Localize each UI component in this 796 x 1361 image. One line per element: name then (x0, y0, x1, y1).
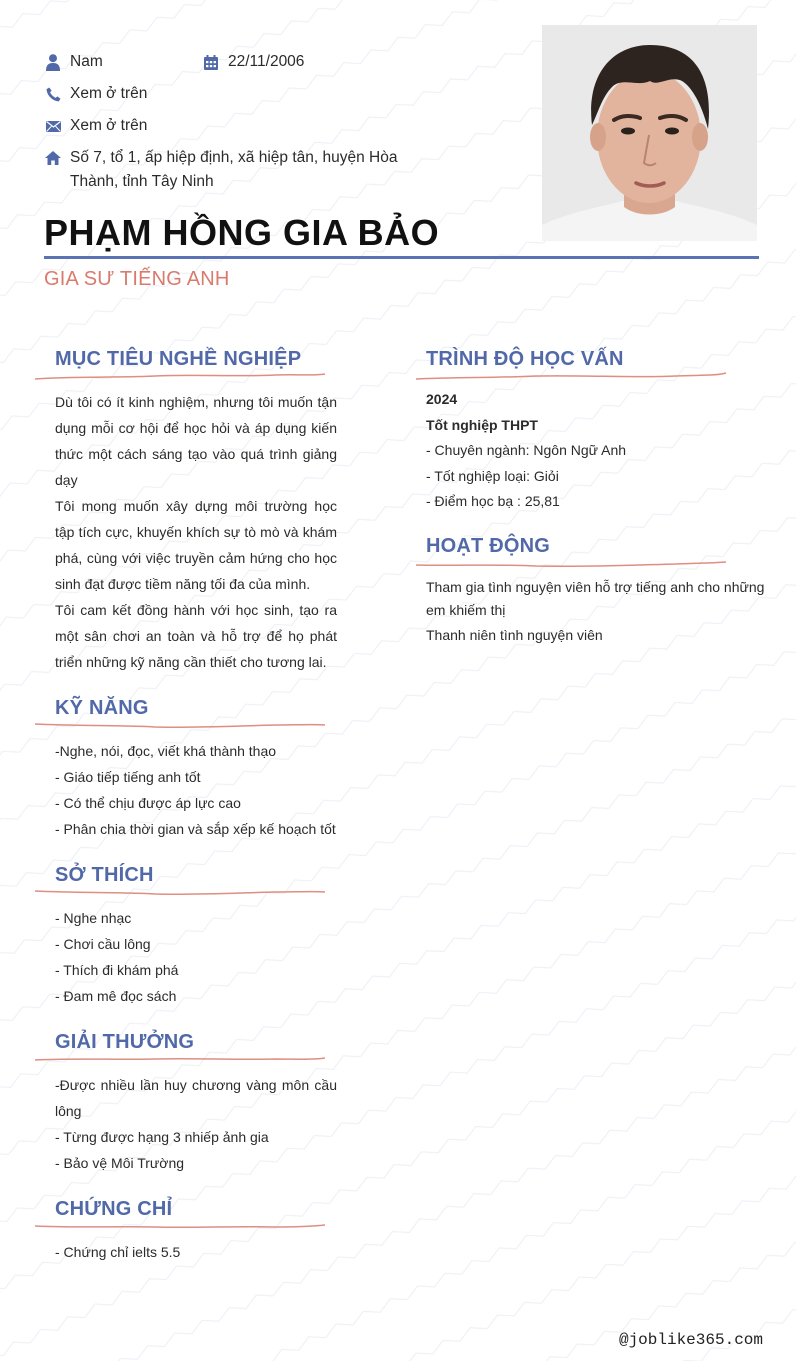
objective-paragraph: Dù tôi có ít kinh nghiệm, nhưng tôi muốn tận dụng mỗi cơ hội để học hỏi và áp dụng kiến thức một cách sáng tạo vào quá trình giảng dạy (55, 394, 337, 488)
gender-value: Nam (70, 53, 103, 70)
activities-underline (416, 557, 728, 571)
list-item: - Đam mê đọc sách (55, 988, 177, 1004)
candidate-name: PHẠM HỒNG GIA BẢO (44, 212, 440, 253)
list-item: - Có thể chịu được áp lực cao (55, 795, 241, 811)
skills-underline (35, 720, 327, 732)
calendar-icon (202, 50, 220, 74)
list-item: - Nghe nhạc (55, 910, 132, 926)
list-item: -Được nhiều lần huy chương vàng môn cầu lông (55, 1077, 337, 1119)
objective-title: MỤC TIÊU NGHỀ NGHIỆP (55, 348, 302, 370)
name-divider (44, 256, 759, 259)
phone-row (44, 82, 414, 106)
candidate-role: GIA SƯ TIẾNG ANH (44, 268, 230, 290)
list-item: - Tốt nghiệp loại: Giỏi (426, 467, 559, 484)
list-item: - Chơi cầu lông (55, 936, 151, 952)
certificates-list (55, 1239, 337, 1265)
certificates-title: CHỨNG CHỈ (55, 1198, 173, 1220)
birthdate-value: 22/11/2006 (228, 53, 305, 70)
profile-photo (542, 25, 757, 241)
education-underline (416, 370, 728, 384)
objective-text (55, 389, 337, 675)
address-value: Số 7, tổ 1, ấp hiệp định, xã hiệp tân, huyện Hòa Thành, tỉnh Tây Ninh (70, 149, 398, 190)
envelope-icon (44, 114, 62, 138)
education-details (426, 387, 766, 515)
awards-underline (35, 1054, 327, 1066)
education-title: TRÌNH ĐỘ HỌC VẤN (426, 348, 624, 370)
list-item: - Chứng chỉ ielts 5.5 (55, 1244, 181, 1260)
awards-list (55, 1072, 337, 1176)
home-icon (44, 146, 62, 170)
education-year: 2024 (426, 391, 458, 407)
list-item: - Bảo vệ Môi Trường (55, 1155, 185, 1171)
list-item: - Thích đi khám phá (55, 962, 179, 978)
phone-icon (44, 82, 62, 106)
address-row (44, 146, 414, 194)
list-item: Thanh niên tình nguyện viên (426, 627, 603, 643)
list-item: - Phân chia thời gian và sắp xếp kế hoạch tốt (55, 821, 336, 837)
hobbies-underline (35, 887, 327, 899)
list-item: - Điểm học bạ : 25,81 (426, 493, 560, 509)
phone-value: Xem ở trên (70, 85, 148, 102)
awards-title: GIẢI THƯỞNG (55, 1031, 195, 1053)
certificates-underline (35, 1221, 327, 1233)
list-item: -Nghe, nói, đọc, viết khá thành thạo (55, 743, 277, 759)
activities-list (426, 576, 768, 647)
person-icon (44, 50, 62, 74)
email-value: Xem ở trên (70, 117, 148, 134)
hobbies-title: SỞ THÍCH (55, 864, 154, 886)
list-item: Tham gia tình nguyện viên hỗ trợ tiếng anh cho những em khiếm thị (426, 579, 765, 618)
list-item: - Từng được hạng 3 nhiếp ảnh gia (55, 1129, 269, 1145)
objective-paragraph: Tôi cam kết đồng hành với học sinh, tạo ra một sân chơi an toàn và hỗ trợ để họ phát triển những kỹ năng cần thiết cho tương lai. (55, 602, 337, 670)
birthdate-row (202, 50, 402, 74)
education-degree: Tốt nghiệp THPT (426, 416, 538, 433)
skills-title: KỸ NĂNG (55, 697, 149, 719)
gender-row (44, 50, 202, 74)
watermark: @joblike365.com (618, 1331, 763, 1349)
contact-info (44, 50, 414, 202)
activities-title: HOẠT ĐỘNG (426, 535, 551, 557)
skills-list (55, 738, 337, 842)
objective-paragraph: Tôi mong muốn xây dựng môi trường học tập tích cực, khuyến khích sự tò mò và khám phá, cùng với việc truyền cảm hứng cho học sinh đạt được tiềm năng tối đa của mình. (55, 498, 337, 592)
email-row (44, 114, 414, 138)
hobbies-list (55, 905, 337, 1009)
list-item: - Chuyên ngành: Ngôn Ngữ Anh (426, 442, 627, 458)
objective-underline (35, 372, 327, 384)
list-item: - Giáo tiếp tiếng anh tốt (55, 769, 201, 785)
